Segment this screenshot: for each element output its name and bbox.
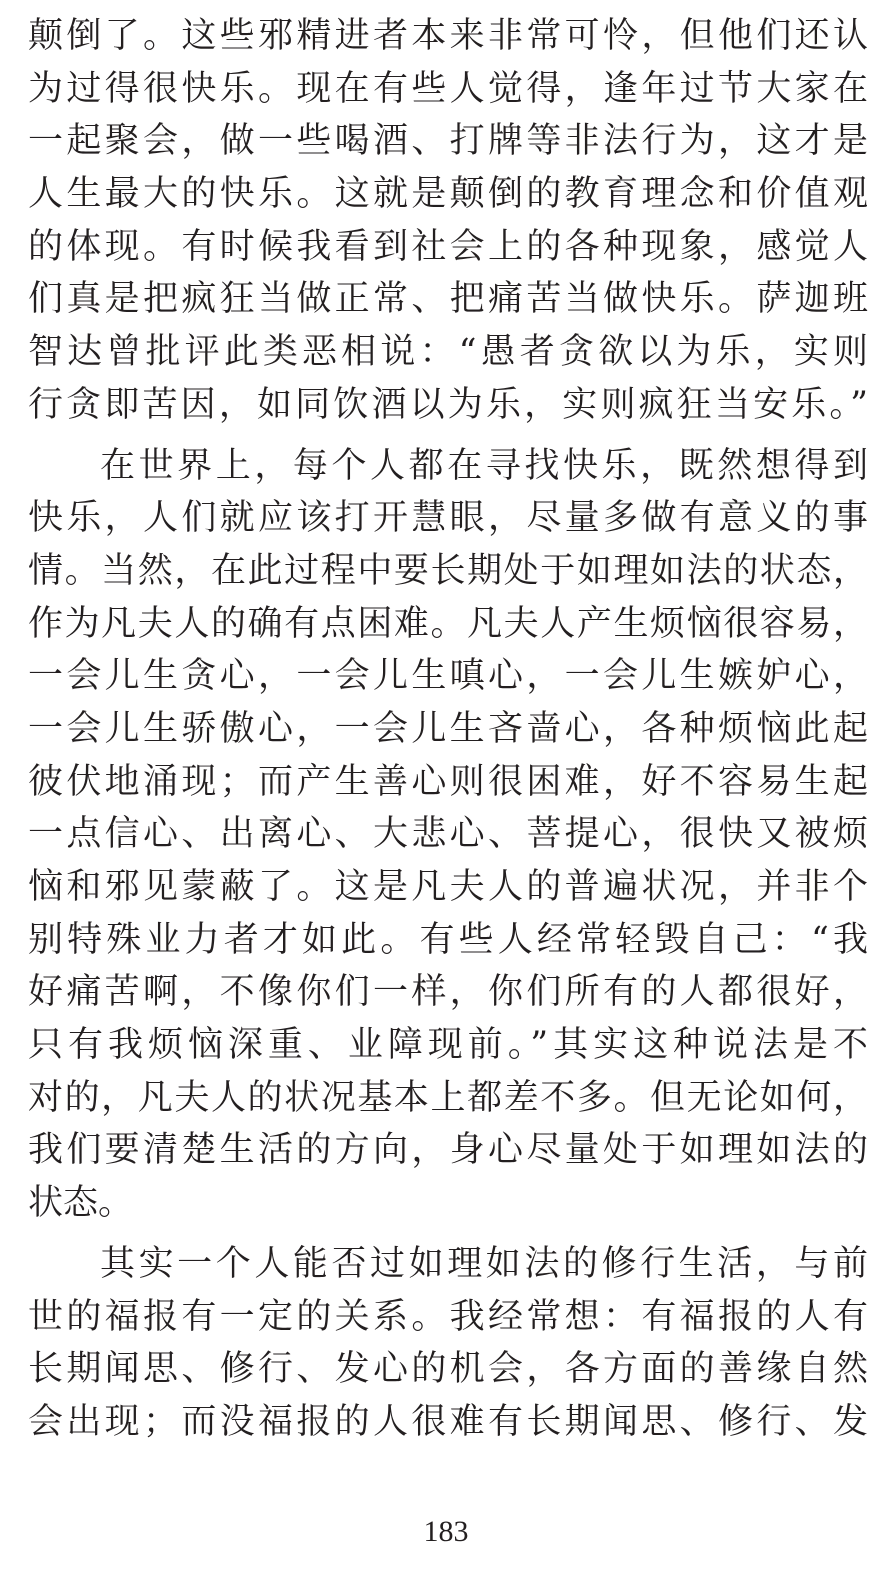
text-line: 其实一个人能否过如理如法的修行生活，与前 [100, 1243, 868, 1284]
body-text [28, 10, 868, 1449]
text-line: 我们要清楚生活的方向，身心尽量处于如理如法的 [28, 1130, 868, 1171]
paragraph [28, 440, 868, 1230]
text-line: 只有我烦恼深重、业障现前。”其实这种说法是不 [28, 1025, 868, 1066]
text-line: 的体现。有时候我看到社会上的各种现象，感觉人 [28, 226, 868, 267]
text-line: 智达曾批评此类恶相说：“愚者贪欲以为乐，实则 [28, 332, 868, 373]
text-line: 会出现；而没福报的人很难有长期闻思、修行、发 [28, 1401, 868, 1442]
text-line: 在世界上，每个人都在寻找快乐，既然想得到 [100, 445, 868, 486]
paragraph [28, 1238, 868, 1449]
text-line: 好痛苦啊，不像你们一样，你们所有的人都很好， [28, 972, 868, 1013]
text-line: 状态。 [28, 1183, 134, 1224]
text-line: 世的福报有一定的关系。我经常想：有福报的人有 [28, 1296, 868, 1337]
text-line: 作为凡夫人的确有点困难。凡夫人产生烦恼很容易， [28, 603, 868, 644]
text-line: 别特殊业力者才如此。有些人经常轻毁自己：“我 [28, 919, 868, 960]
text-line: 人生最大的快乐。这就是颠倒的教育理念和价值观 [28, 174, 868, 215]
text-line: 对的，凡夫人的状况基本上都差不多。但无论如何， [28, 1077, 868, 1118]
text-line: 为过得很快乐。现在有些人觉得，逢年过节大家在 [28, 68, 868, 109]
paragraph [28, 10, 868, 432]
page-number: 183 [423, 1515, 469, 1548]
text-line: 一起聚会，做一些喝酒、打牌等非法行为，这才是 [28, 121, 868, 162]
text-line: 们真是把疯狂当做正常、把痛苦当做快乐。萨迦班 [28, 279, 868, 320]
text-line: 恼和邪见蒙蔽了。这是凡夫人的普遍状况，并非个 [28, 867, 868, 907]
text-line: 彼伏地涌现；而产生善心则很困难，好不容易生起 [28, 761, 868, 802]
text-line: 颠倒了。这些邪精进者本来非常可怜，但他们还认 [28, 16, 868, 56]
text-line: 一会儿生骄傲心，一会儿生吝啬心，各种烦恼此起 [28, 708, 868, 749]
text-line: 情。当然，在此过程中要长期处于如理如法的状态， [28, 550, 868, 591]
text-line: 行贪即苦因，如同饮酒以为乐，实则疯狂当安乐。” [28, 384, 868, 425]
text-line: 快乐，人们就应该打开慧眼，尽量多做有意义的事 [28, 498, 868, 539]
text-line: 长期闻思、修行、发心的机会，各方面的善缘自然 [28, 1349, 868, 1390]
text-line: 一点信心、出离心、大悲心、菩提心，很快又被烦 [28, 814, 868, 855]
text-line: 一会儿生贪心，一会儿生嗔心，一会儿生嫉妒心， [28, 656, 868, 697]
